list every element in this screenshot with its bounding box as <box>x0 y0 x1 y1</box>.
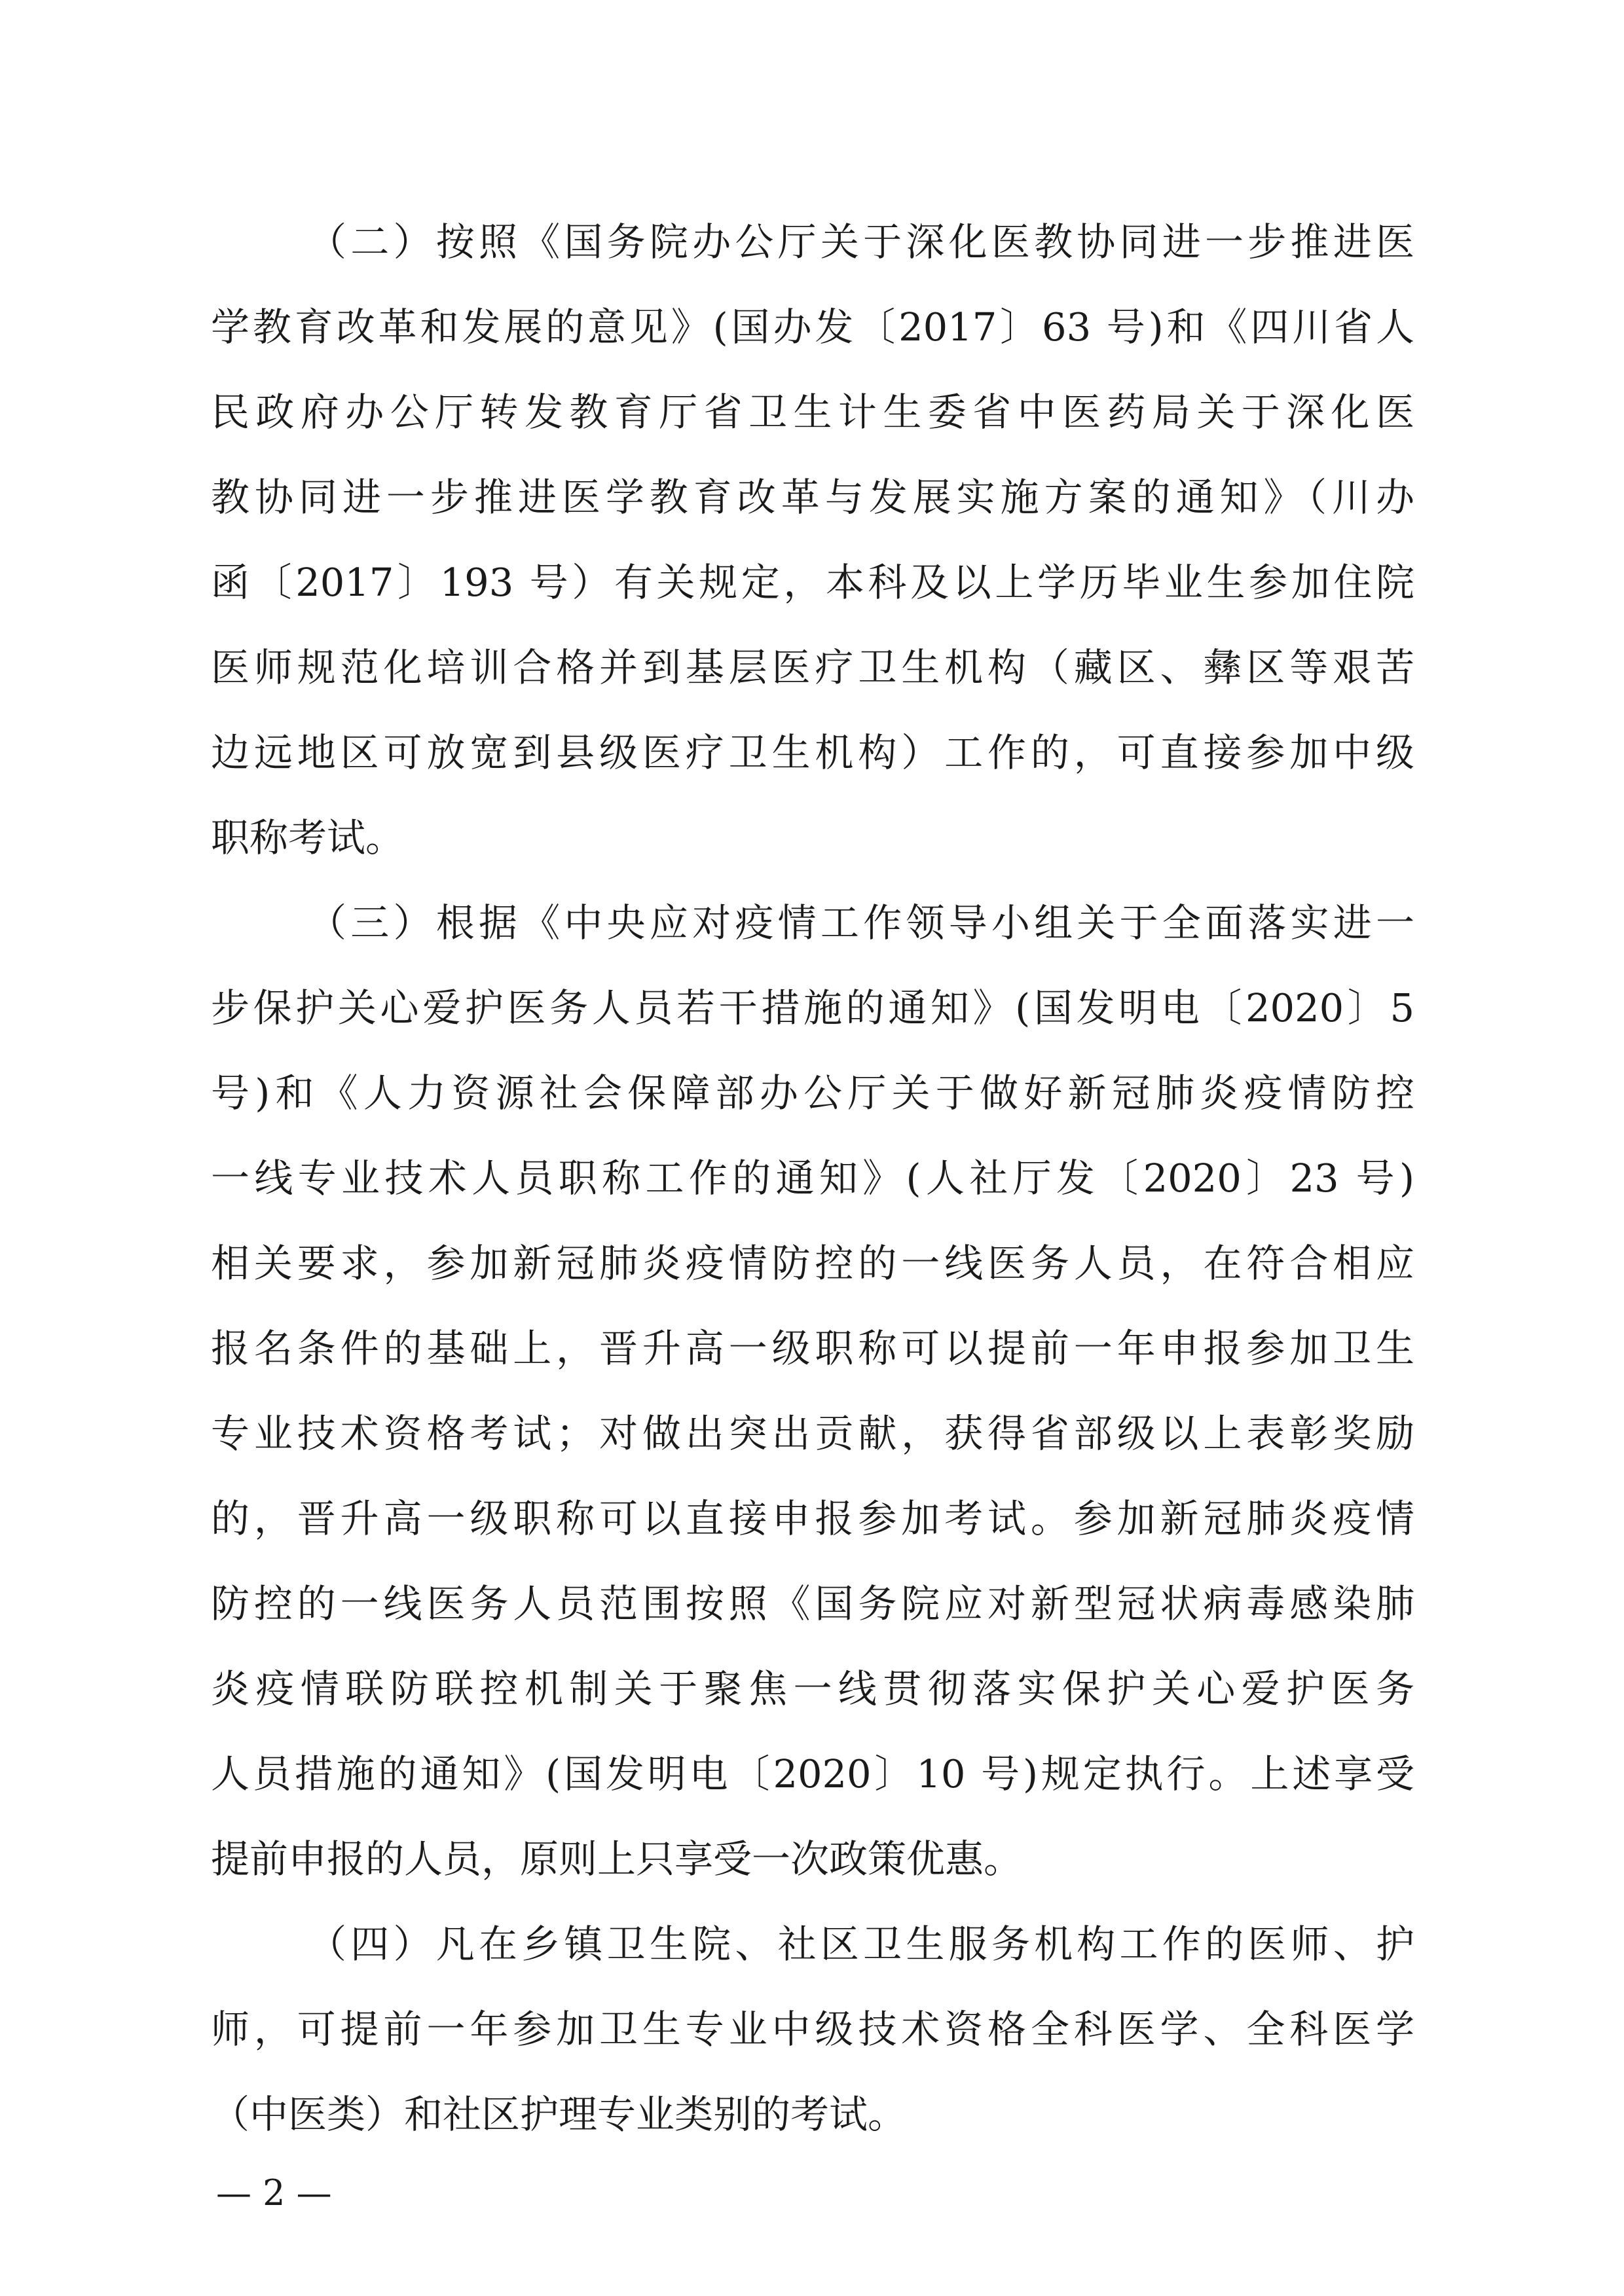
text-line: 相关要求，参加新冠肺炎疫情防控的一线医务人员，在符合相应 <box>211 1241 1414 1286</box>
text-line: 步保护关心爱护医务人员若干措施的通知》(国发明电〔2020〕5 <box>211 985 1414 1030</box>
text-line: （中医类）和社区护理专业类别的考试。 <box>211 2092 907 2137</box>
text-line: 的，晋升高一级职称可以直接申报参加考试。参加新冠肺炎疫情 <box>211 1496 1414 1541</box>
text-line: 号)和《人力资源社会保障部办公厅关于做好新冠肺炎疫情防控 <box>211 1070 1414 1116</box>
text-line: 防控的一线医务人员范围按照《国务院应对新型冠状病毒感染肺 <box>211 1581 1414 1626</box>
text-line: 职称考试。 <box>211 815 405 860</box>
text-line: 提前申报的人员，原则上只享受一次政策优惠。 <box>211 1836 1023 1882</box>
text-line: （三）根据《中央应对疫情工作领导小组关于全面落实进一 <box>308 900 1414 945</box>
text-line: 函〔2017〕193 号）有关规定，本科及以上学历毕业生参加住院 <box>211 560 1414 605</box>
page-number: — 2 — <box>216 2172 332 2214</box>
text-line: 师，可提前一年参加卫生专业中级技术资格全科医学、全科医学 <box>211 2007 1414 2052</box>
text-line: （二）按照《国务院办公厅关于深化医教协同进一步推进医 <box>308 219 1414 264</box>
text-line: 民政府办公厅转发教育厅省卫生计生委省中医药局关于深化医 <box>211 390 1414 435</box>
text-line: 边远地区可放宽到县级医疗卫生机构）工作的，可直接参加中级 <box>211 730 1414 775</box>
text-line: 教协同进一步推进医学教育改革与发展实施方案的通知》（川办 <box>211 475 1414 520</box>
text-line: 报名条件的基础上，晋升高一级职称可以提前一年申报参加卫生 <box>211 1326 1414 1371</box>
text-line: 人员措施的通知》(国发明电〔2020〕10 号)规定执行。上述享受 <box>211 1751 1414 1796</box>
text-line: （四）凡在乡镇卫生院、社区卫生服务机构工作的医师、护 <box>308 1922 1414 1967</box>
text-line: 专业技术资格考试；对做出突出贡献，获得省部级以上表彰奖励 <box>211 1411 1414 1456</box>
text-line: 学教育改革和发展的意见》(国办发〔2017〕63 号)和《四川省人 <box>211 304 1414 350</box>
text-line: 炎疫情联防联控机制关于聚焦一线贯彻落实保护关心爱护医务 <box>211 1666 1414 1711</box>
text-line: 医师规范化培训合格并到基层医疗卫生机构（藏区、彝区等艰苦 <box>211 645 1414 690</box>
text-line: 一线专业技术人员职称工作的通知》(人社厅发〔2020〕23 号) <box>211 1156 1414 1201</box>
